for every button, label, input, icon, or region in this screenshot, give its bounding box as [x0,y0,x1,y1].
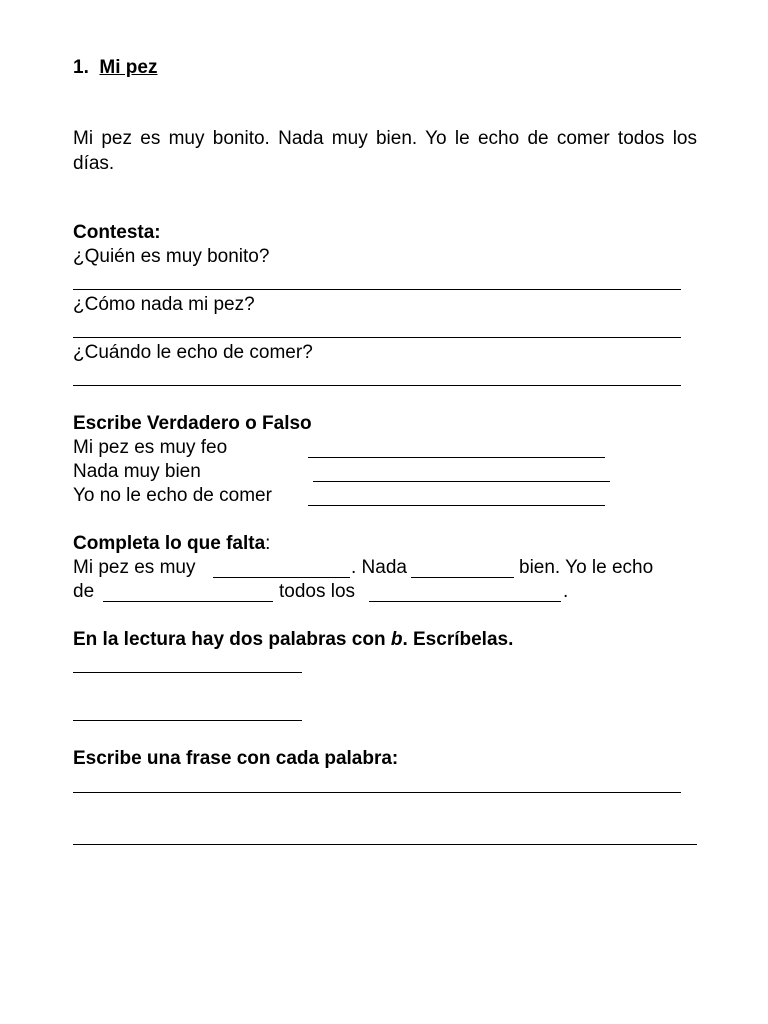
title-number: 1. [73,57,89,78]
true-false-item-3: Yo no le echo de comer [73,485,272,506]
sentences-heading: Escribe una frase con cada palabra: [73,748,399,769]
questions-heading: Contesta: [73,222,161,243]
b-words-heading [73,628,513,652]
blank-1[interactable] [213,577,350,578]
question-3: ¿Cuándo le echo de comer? [73,342,313,363]
question-2: ¿Cómo nada mi pez? [73,294,255,315]
b-word-line-2[interactable] [73,720,302,721]
blank-3[interactable] [103,601,273,602]
complete-line-1-text-c: bien. Yo le echo [519,557,654,578]
sentence-line-2[interactable] [73,844,697,845]
b-words-heading-post: . Escríbelas. [402,629,514,650]
page-title [73,56,157,80]
true-false-line-1[interactable] [308,457,605,458]
title-text: Mi pez [99,57,158,78]
true-false-line-2[interactable] [313,481,610,482]
complete-heading-text: Completa lo que falta [73,533,266,554]
complete-line-2-text-a: de [73,581,95,602]
complete-line-2-text-b: todos los [279,581,356,602]
blank-2[interactable] [411,577,514,578]
complete-line-1-text-b: . Nada [351,557,407,578]
question-1: ¿Quién es muy bonito? [73,246,270,267]
blank-4[interactable] [369,601,561,602]
true-false-heading: Escribe Verdadero o Falso [73,413,312,434]
complete-line-1-text-a: Mi pez es muy [73,557,196,578]
answer-line-3[interactable] [73,385,681,386]
complete-line-2-text-c: . [563,581,569,602]
answer-line-1[interactable] [73,289,681,290]
true-false-item-2: Nada muy bien [73,461,201,482]
b-words-heading-pre: En la lectura hay dos palabras con [73,629,391,650]
answer-line-2[interactable] [73,337,681,338]
complete-heading [73,532,270,556]
true-false-line-3[interactable] [308,505,605,506]
true-false-item-1: Mi pez es muy feo [73,437,228,458]
sentence-line-1[interactable] [73,792,681,793]
complete-heading-colon: : [265,533,271,554]
b-words-letter: b [390,629,403,650]
reading-text: Mi pez es muy bonito. Nada muy bien. Yo le echo de comer todos los días. [73,128,697,174]
b-word-line-1[interactable] [73,672,302,673]
